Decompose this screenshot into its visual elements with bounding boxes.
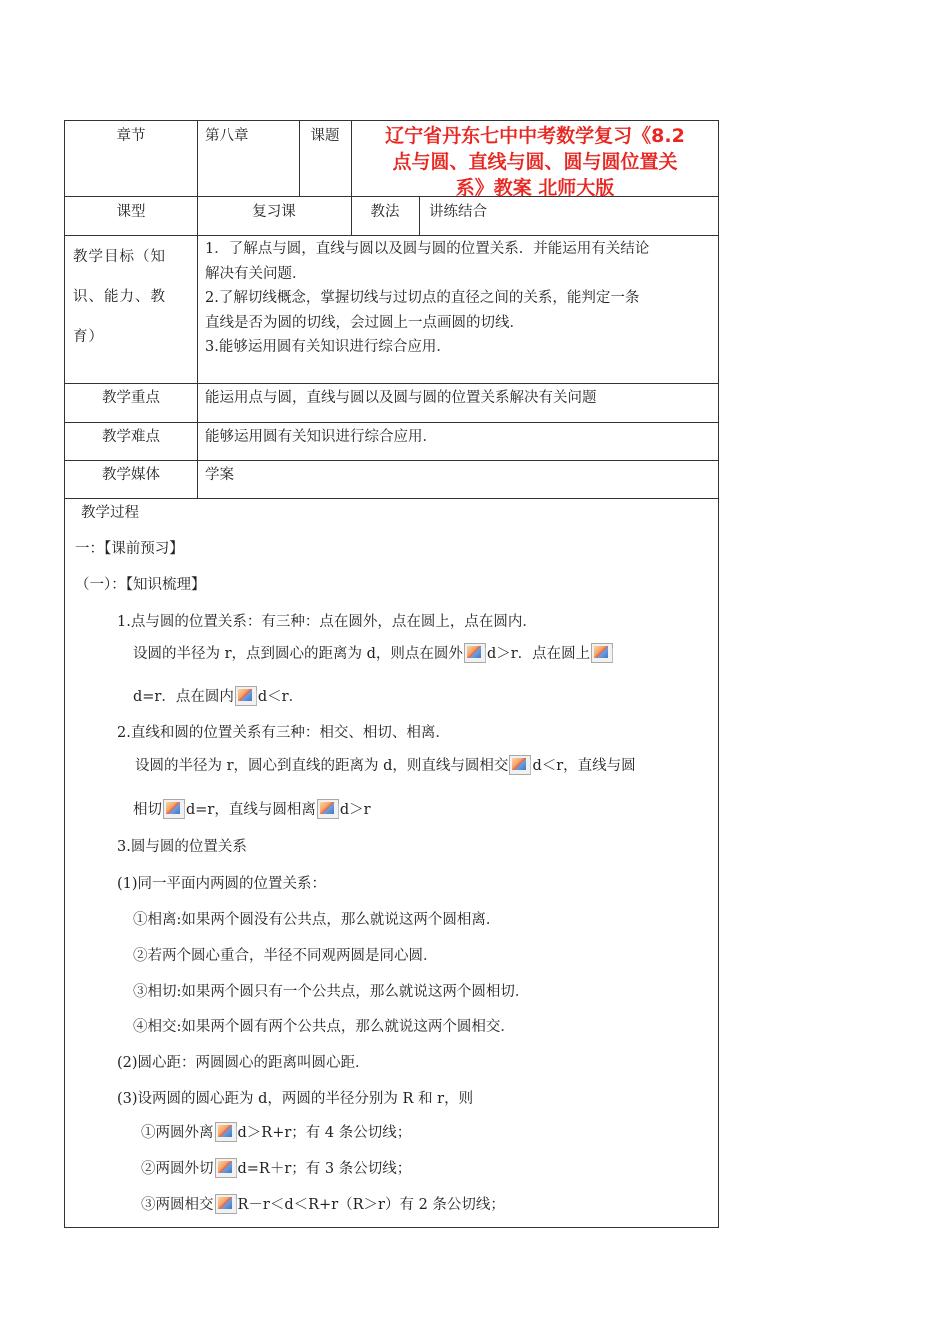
paragraph	[133, 685, 303, 706]
column-divider	[419, 196, 420, 235]
text-segment: d＞r	[339, 802, 371, 818]
text-segment: 相切	[133, 802, 162, 818]
paragraph: 1.点与圆的位置关系：有三种：点在圆外，点在圆上，点在圆内．	[117, 614, 537, 630]
section-heading: 一：【课前预习】	[75, 541, 184, 557]
goal-line: 2.了解切线概念，掌握切线与过切点的直径之间的关系，能判定一条	[205, 290, 640, 306]
broken-image-icon	[509, 755, 531, 775]
row-divider	[65, 498, 718, 499]
paragraph	[135, 754, 636, 775]
subsection-heading: （一）：【知识梳理】	[75, 577, 206, 593]
broken-image-icon	[215, 1122, 237, 1142]
goals-label-line: 育）	[73, 329, 104, 345]
row-divider	[65, 235, 718, 236]
text-segment: d＜r，直线与圆	[532, 758, 636, 774]
goals-content	[205, 237, 715, 360]
text-segment: d=r，直线与圆相离	[186, 802, 316, 818]
lesson-title-line: 辽宁省丹东七中中考数学复习《8.2	[385, 125, 685, 147]
goal-line: 解决有关问题．	[205, 265, 307, 282]
broken-image-icon	[464, 643, 486, 663]
paragraph	[141, 1193, 505, 1214]
text-segment: ②两圆外切	[141, 1161, 214, 1177]
lesson-title-line: 系》教案 北师大版	[455, 177, 615, 199]
chapter-label: 章节	[116, 128, 146, 144]
text-segment: ①两圆外离	[141, 1125, 214, 1141]
column-divider	[197, 121, 198, 498]
process-heading: 教学过程	[81, 505, 139, 521]
paragraph: (1)同一平面内两圆的位置关系：	[117, 876, 327, 892]
broken-image-icon	[317, 799, 339, 819]
lesson-title-line: 点与圆、直线与圆、圆与圆位置关	[392, 151, 678, 173]
difficulty-value: 能够运用圆有关知识进行综合应用．	[205, 429, 437, 445]
topic-label: 课题	[310, 128, 340, 144]
media-value: 学案	[205, 467, 234, 483]
text-segment: d=r．点在圆内	[133, 689, 234, 705]
goals-label	[73, 237, 193, 357]
text-segment: d=R＋r；有 3 条公切线；	[237, 1161, 412, 1177]
row-divider	[65, 383, 718, 384]
row-divider	[65, 422, 718, 423]
goals-label-line: 识、能力、教	[73, 289, 166, 305]
key-point-value: 能运用点与圆，直线与圆以及圆与圆的位置关系解决有关问题	[205, 390, 597, 406]
broken-image-icon	[163, 799, 185, 819]
method-label: 教法	[370, 204, 400, 220]
broken-image-icon	[235, 686, 257, 706]
method-value: 讲练结合	[429, 204, 487, 220]
paragraph: ③相切:如果两个圆只有一个公共点，那么就说这两个圆相切．	[133, 984, 530, 1000]
paragraph	[141, 1157, 411, 1178]
media-label: 教学媒体	[102, 467, 160, 483]
text-segment: 设圆的半径为 r，点到圆心的距离为 d，则点在圆外	[133, 646, 463, 662]
broken-image-icon	[215, 1158, 237, 1178]
paragraph: (2)圆心距：两圆圆心的距离叫圆心距．	[117, 1055, 370, 1071]
type-value: 复习课	[252, 204, 296, 220]
text-segment: d＞R+r；有 4 条公切线；	[237, 1125, 412, 1141]
chapter-value: 第八章	[205, 128, 249, 144]
goal-line: 3.能够运用圆有关知识进行综合应用．	[205, 339, 451, 355]
goal-line: 1．了解点与圆，直线与圆以及圆与圆的位置关系．并能运用有关结论	[205, 241, 650, 257]
difficulty-label: 教学难点	[102, 429, 160, 445]
text-segment: 设圆的半径为 r，圆心到直线的距离为 d，则直线与圆相交	[135, 758, 509, 774]
row-divider	[65, 460, 718, 461]
text-segment: ③两圆相交	[141, 1197, 214, 1213]
paragraph	[133, 642, 614, 663]
goals-label-line: 教学目标（知	[73, 249, 166, 265]
text-segment: d＞r．点在圆上	[486, 646, 591, 662]
paragraph: ②若两个圆心重合，半径不同观两圆是同心圆．	[133, 948, 438, 964]
key-point-label: 教学重点	[102, 390, 160, 406]
paragraph	[133, 798, 371, 819]
paragraph	[141, 1121, 411, 1142]
text-segment: R－r＜d＜R+r（R＞r）有 2 条公切线；	[237, 1197, 505, 1213]
broken-image-icon	[591, 643, 613, 663]
paragraph: 2.直线和圆的位置关系有三种：相交、相切、相离．	[117, 725, 450, 741]
lesson-title	[351, 123, 719, 201]
broken-image-icon	[215, 1194, 237, 1214]
text-segment: d＜r．	[257, 689, 304, 705]
lesson-plan-table	[64, 120, 719, 1228]
paragraph: (3)设两圆的圆心距为 d，两圆的半径分别为 R 和 r，则	[117, 1091, 474, 1107]
paragraph: ④相交:如果两个圆有两个公共点，那么就说这两个圆相交．	[133, 1019, 515, 1035]
paragraph: ①相离:如果两个圆没有公共点，那么就说这两个圆相离．	[133, 912, 501, 928]
paragraph: 3.圆与圆的位置关系	[117, 839, 247, 855]
type-label: 课型	[116, 204, 146, 220]
goal-line: 直线是否为圆的切线，会过圆上一点画圆的切线．	[205, 314, 524, 331]
